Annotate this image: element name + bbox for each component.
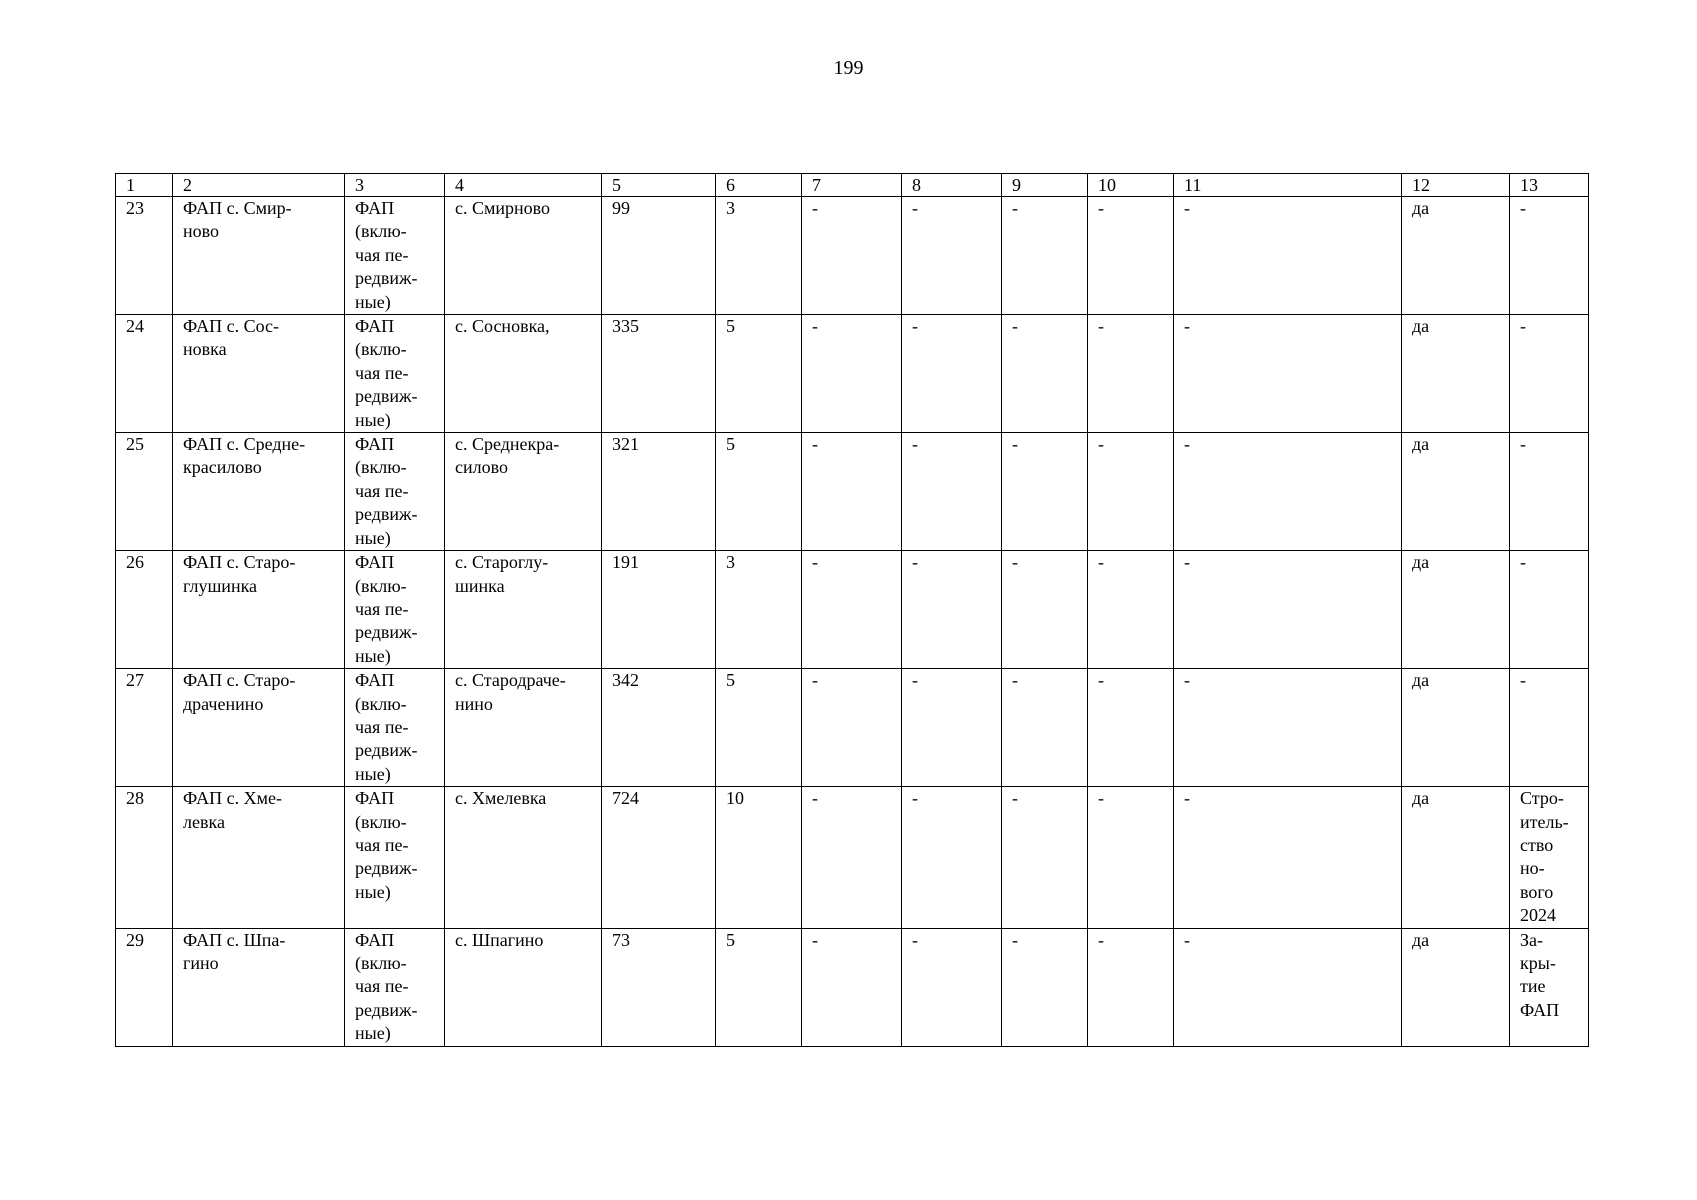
table-cell: 3 — [716, 551, 802, 669]
table-cell: ФАП (вклю- чая пе- редвиж- ные) — [345, 197, 445, 315]
table-cell: с. Смирново — [445, 197, 602, 315]
table-cell: 5 — [716, 669, 802, 787]
table-cell: с. Хмелевка — [445, 787, 602, 928]
column-header: 12 — [1402, 174, 1510, 197]
table-cell: с. Сосновка, — [445, 315, 602, 433]
table-cell: - — [1174, 787, 1402, 928]
table-cell: 28 — [116, 787, 173, 928]
table-cell: - — [1088, 433, 1174, 551]
column-header: 11 — [1174, 174, 1402, 197]
table-cell: - — [902, 928, 1002, 1046]
table-cell: 29 — [116, 928, 173, 1046]
table-cell: - — [1174, 928, 1402, 1046]
table-cell: да — [1402, 197, 1510, 315]
column-header: 3 — [345, 174, 445, 197]
table-cell: 5 — [716, 928, 802, 1046]
table-cell: - — [1088, 669, 1174, 787]
table-cell: ФАП (вклю- чая пе- редвиж- ные) — [345, 433, 445, 551]
table-cell: с. Староглу- шинка — [445, 551, 602, 669]
table-cell: 342 — [602, 669, 716, 787]
table-cell: - — [802, 315, 902, 433]
table-cell: 3 — [716, 197, 802, 315]
table-cell: 73 — [602, 928, 716, 1046]
table-row — [116, 433, 1589, 551]
column-header: 7 — [802, 174, 902, 197]
table-cell: да — [1402, 315, 1510, 433]
table-cell: - — [802, 197, 902, 315]
table-cell: - — [802, 551, 902, 669]
table-header — [116, 174, 1589, 197]
table-cell: ФАП с. Смир- ново — [173, 197, 345, 315]
table-cell: 5 — [716, 315, 802, 433]
table-cell: - — [1510, 315, 1589, 433]
table-cell: - — [1174, 551, 1402, 669]
table-cell: да — [1402, 551, 1510, 669]
column-header: 1 — [116, 174, 173, 197]
table-cell: - — [902, 433, 1002, 551]
table-cell: - — [1088, 197, 1174, 315]
table-cell: - — [902, 787, 1002, 928]
table-cell: - — [1510, 433, 1589, 551]
page-number: 199 — [833, 57, 864, 79]
table-cell: - — [1510, 197, 1589, 315]
table-cell: - — [902, 315, 1002, 433]
table-cell: - — [1088, 315, 1174, 433]
table-cell: ФАП с. Старо- драченино — [173, 669, 345, 787]
table-cell: 24 — [116, 315, 173, 433]
table-cell: - — [1088, 551, 1174, 669]
table-cell: - — [1002, 433, 1088, 551]
table-cell: - — [1088, 787, 1174, 928]
table-cell: да — [1402, 433, 1510, 551]
table-cell: - — [802, 433, 902, 551]
table-cell: 99 — [602, 197, 716, 315]
table-cell: - — [1002, 197, 1088, 315]
table-cell: - — [1174, 433, 1402, 551]
table-cell: - — [902, 197, 1002, 315]
table-cell: - — [902, 551, 1002, 669]
table-cell: - — [1002, 551, 1088, 669]
table-cell: 335 — [602, 315, 716, 433]
table-cell: - — [1174, 197, 1402, 315]
table-cell: 191 — [602, 551, 716, 669]
table-cell: ФАП с. Средне- красилово — [173, 433, 345, 551]
column-header: 4 — [445, 174, 602, 197]
header-row — [116, 174, 1589, 197]
table-row — [116, 315, 1589, 433]
column-header: 10 — [1088, 174, 1174, 197]
table-cell: - — [1002, 669, 1088, 787]
table-cell: 26 — [116, 551, 173, 669]
table-cell: с. Стародраче- нино — [445, 669, 602, 787]
table-cell: ФАП с. Шпа- гино — [173, 928, 345, 1046]
table-cell: 5 — [716, 433, 802, 551]
table-cell: - — [802, 669, 902, 787]
column-header: 5 — [602, 174, 716, 197]
table-cell: ФАП (вклю- чая пе- редвиж- ные) — [345, 928, 445, 1046]
table-cell: ФАП (вклю- чая пе- редвиж- ные) — [345, 669, 445, 787]
table-row — [116, 669, 1589, 787]
table-cell: ФАП с. Хме- левка — [173, 787, 345, 928]
table-cell: - — [1002, 928, 1088, 1046]
table-row — [116, 197, 1589, 315]
table-cell: с. Среднекра- силово — [445, 433, 602, 551]
table-cell: 27 — [116, 669, 173, 787]
table-cell: - — [1510, 669, 1589, 787]
table-cell: ФАП с. Старо- глушинка — [173, 551, 345, 669]
table-cell: да — [1402, 928, 1510, 1046]
table-cell: 724 — [602, 787, 716, 928]
table-row — [116, 787, 1589, 928]
facilities-table — [115, 173, 1589, 1047]
table-row — [116, 928, 1589, 1046]
table-cell: с. Шпагино — [445, 928, 602, 1046]
column-header: 6 — [716, 174, 802, 197]
table-cell: - — [1174, 669, 1402, 787]
table-cell: - — [1510, 551, 1589, 669]
table-cell: ФАП (вклю- чая пе- редвиж- ные) — [345, 551, 445, 669]
table-cell: да — [1402, 787, 1510, 928]
table-cell: 10 — [716, 787, 802, 928]
table-cell: да — [1402, 669, 1510, 787]
table-cell: - — [1174, 315, 1402, 433]
table-cell: 23 — [116, 197, 173, 315]
column-header: 8 — [902, 174, 1002, 197]
column-header: 13 — [1510, 174, 1589, 197]
table-cell: - — [802, 787, 902, 928]
table-cell: ФАП с. Сос- новка — [173, 315, 345, 433]
table-cell: - — [902, 669, 1002, 787]
table-cell: - — [802, 928, 902, 1046]
column-header: 2 — [173, 174, 345, 197]
table-body — [116, 197, 1589, 1047]
table-cell: Стро- итель- ство но- вого 2024 — [1510, 787, 1589, 928]
table-cell: - — [1088, 928, 1174, 1046]
table-cell: 321 — [602, 433, 716, 551]
table-cell: - — [1002, 787, 1088, 928]
table-cell: 25 — [116, 433, 173, 551]
table-cell: ФАП (вклю- чая пе- редвиж- ные) — [345, 315, 445, 433]
table-row — [116, 551, 1589, 669]
table-cell: ФАП (вклю- чая пе- редвиж- ные) — [345, 787, 445, 928]
column-header: 9 — [1002, 174, 1088, 197]
table-cell: За- кры- тие ФАП — [1510, 928, 1589, 1046]
table-cell: - — [1002, 315, 1088, 433]
